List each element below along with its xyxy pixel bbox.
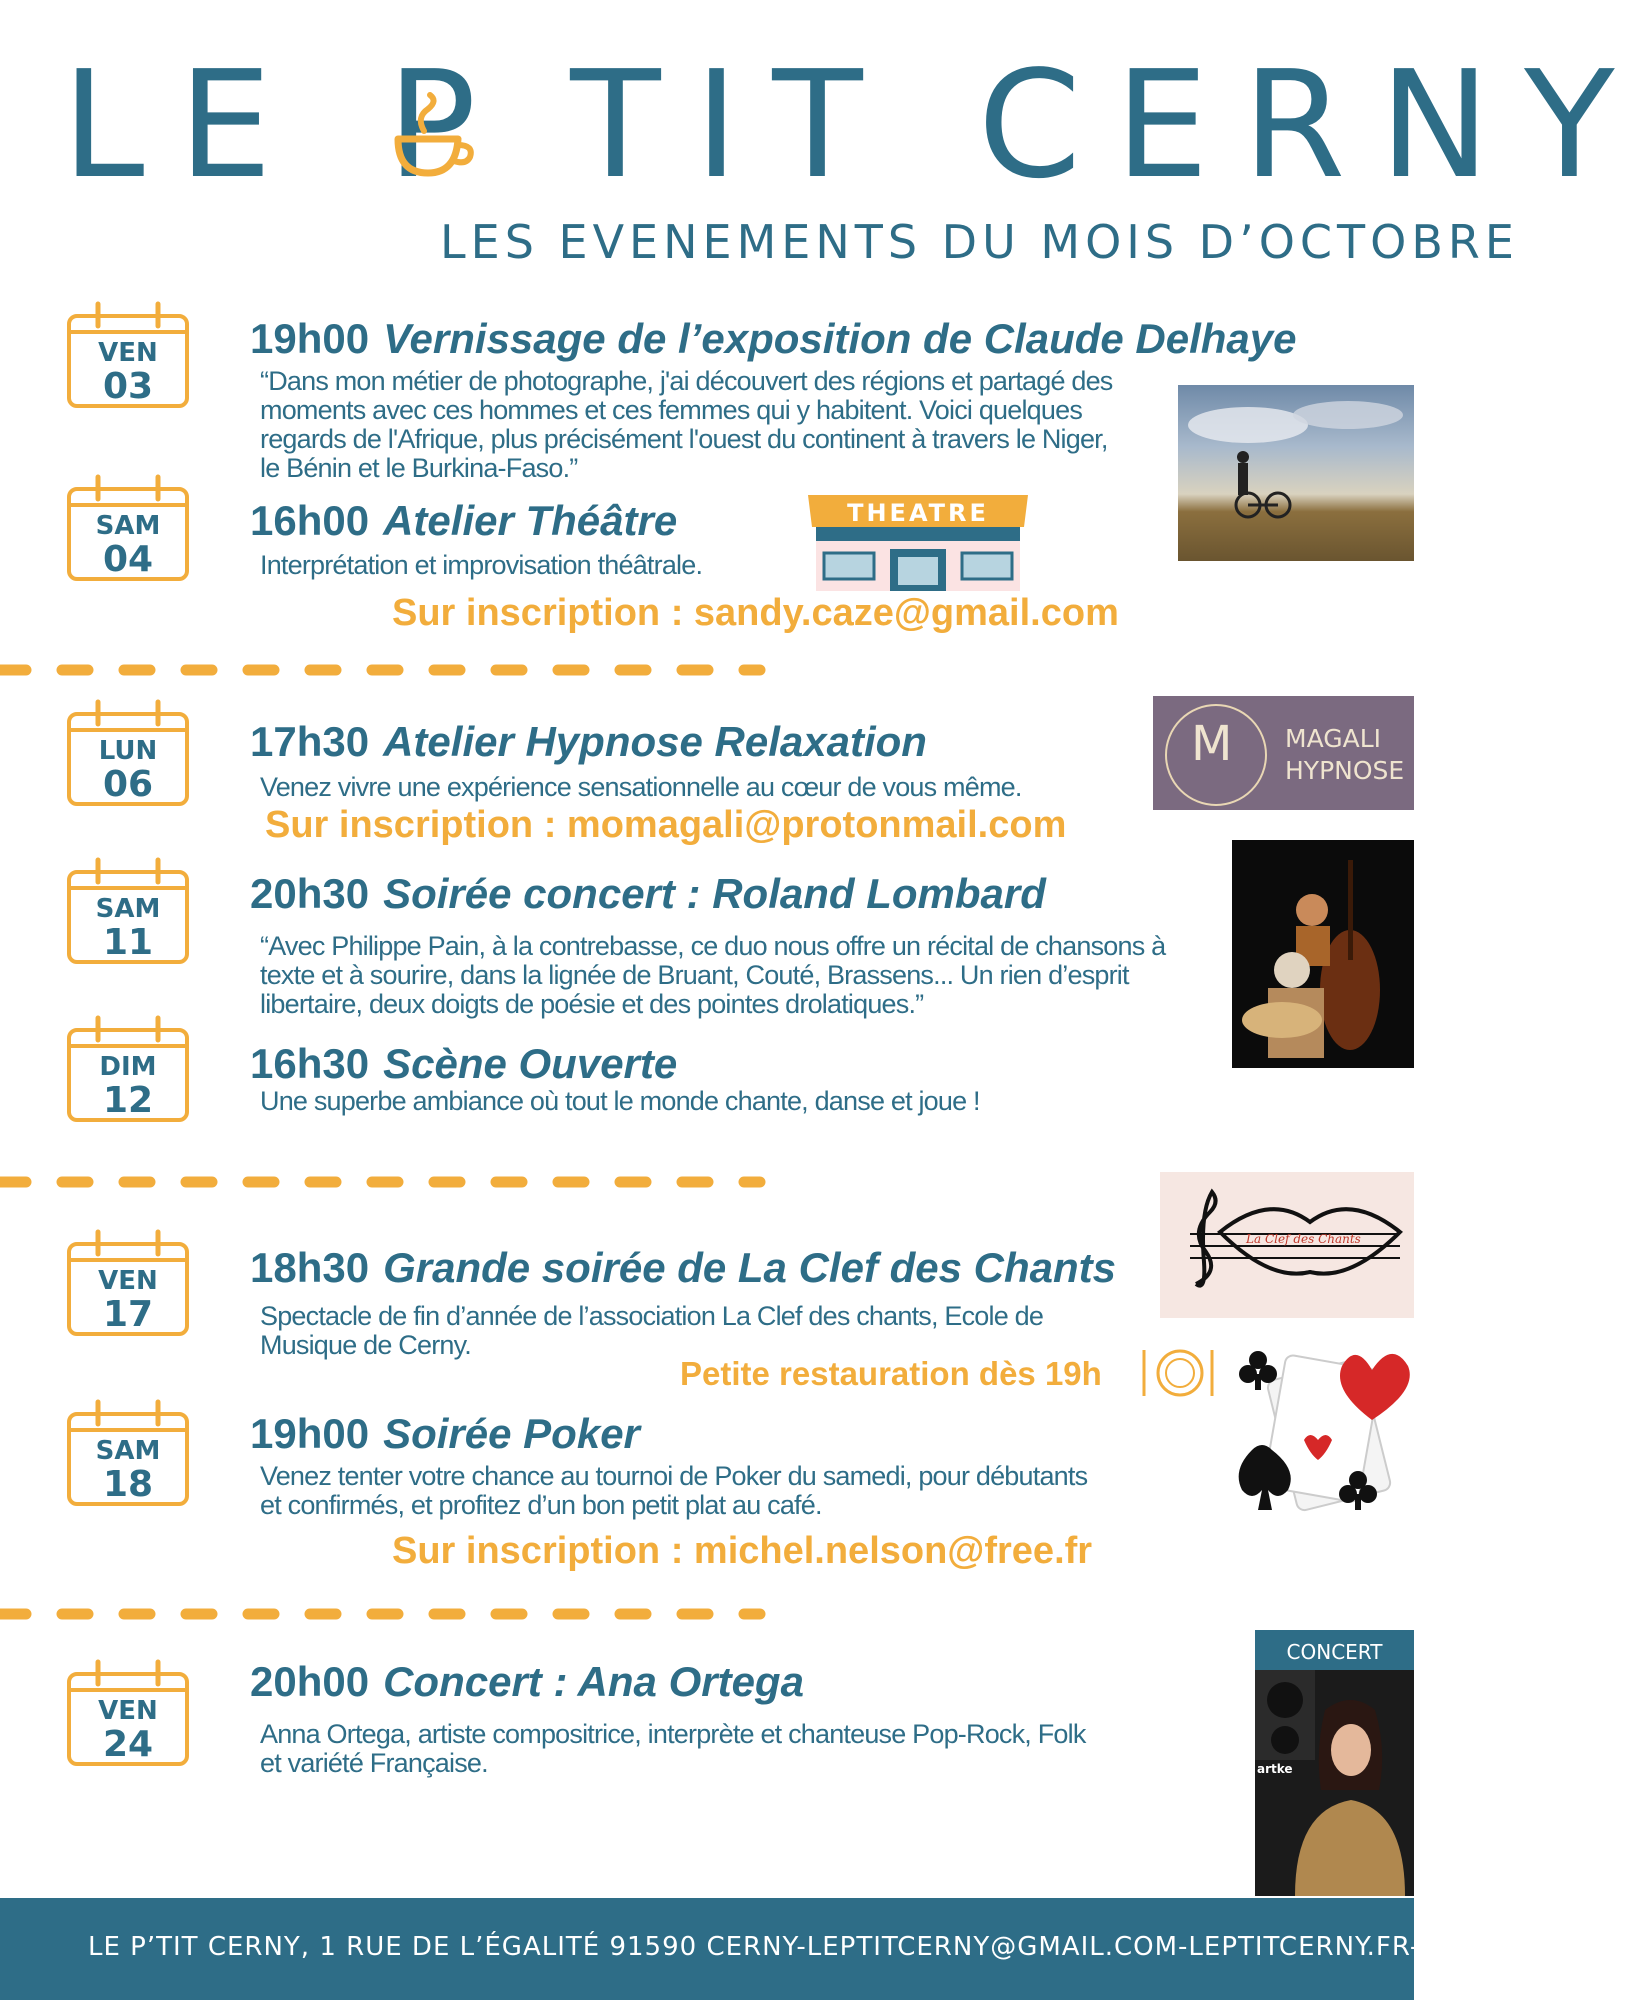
calendar-day: SAM <box>95 894 161 924</box>
event-heading <box>250 315 1297 363</box>
logo-monogram: M <box>1191 716 1233 772</box>
description-line: et variété Française. <box>260 1748 488 1778</box>
event-description <box>260 1302 1043 1360</box>
event-title: Soirée Poker <box>383 1410 640 1457</box>
page-title <box>62 39 1649 211</box>
description-line: Venez vivre une expérience sensationnelle au cœur de vous même. <box>260 772 1022 802</box>
description-line: texte et à sourire, dans la lignée de Bruant, Couté, Brassens... Un rien d’esprit <box>260 960 1129 990</box>
calendar-date: 11 <box>102 922 154 963</box>
calendar-icon <box>66 700 190 808</box>
event-description <box>260 367 1113 483</box>
calendar-date: 17 <box>102 1294 154 1335</box>
event-title: Scène Ouverte <box>383 1040 678 1087</box>
restauration-text: Petite restauration dès 19h <box>680 1355 1102 1392</box>
calendar-day: VEN <box>98 338 158 368</box>
calendar-icon <box>66 1230 190 1338</box>
event-description <box>260 1462 1087 1520</box>
description-line: libertaire, deux doigts de poésie et des pointes drolatiques.” <box>260 989 924 1019</box>
description-line: Une superbe ambiance où tout le monde chante, danse et joue ! <box>260 1086 980 1116</box>
theatre-sign: THEATRE <box>847 499 989 527</box>
description-line: regards de l'Afrique, plus précisément l'ouest du continent à travers le Niger, <box>260 424 1108 454</box>
calendar-date: 24 <box>102 1724 154 1765</box>
description-line: “Avec Philippe Pain, à la contrebasse, ce duo nous offre un récital de chansons à <box>260 931 1166 961</box>
event-description <box>260 1720 1086 1778</box>
concert-badge <box>1255 1630 1414 1670</box>
event-description <box>260 1087 980 1116</box>
cutlery-plate-icon <box>1136 1346 1216 1400</box>
dashed-separator <box>0 1172 780 1192</box>
clef-logo-text: La Clef des Chants <box>1246 1232 1361 1246</box>
event-title: Atelier Hypnose Relaxation <box>383 718 927 765</box>
event-title: Vernissage de l’exposition de Claude Delhaye <box>383 315 1297 362</box>
concert-badge-label: CONCERT <box>1286 1640 1383 1664</box>
calendar-icon <box>66 1660 190 1768</box>
event-heading <box>250 497 677 545</box>
theatre-illustration <box>800 493 1036 593</box>
description-line: “Dans mon métier de photographe, j'ai découvert des régions et partagé des <box>260 366 1113 396</box>
calendar-icon <box>66 302 190 410</box>
coffee-cup-icon <box>384 95 474 185</box>
calendar-date: 12 <box>102 1080 154 1121</box>
calendar-icon <box>66 1016 190 1124</box>
calendar-day: VEN <box>98 1696 158 1726</box>
calendar-icon <box>66 1400 190 1508</box>
description-line: moments avec ces hommes et ces femmes qui y habitent. Voici quelques <box>260 395 1083 425</box>
event-heading <box>250 718 927 766</box>
event-time: 20h00 <box>250 1658 370 1705</box>
magali-hypnose-logo <box>1153 696 1414 810</box>
event-time: 17h30 <box>250 718 370 765</box>
description-line: Musique de Cerny. <box>260 1330 472 1360</box>
description-line: Anna Ortega, artiste compositrice, interprète et chanteuse Pop-Rock, Folk <box>260 1719 1086 1749</box>
playing-cards-illustration <box>1222 1330 1414 1534</box>
photo-tshirt-text: artke <box>1257 1762 1293 1776</box>
event-time: 20h30 <box>250 870 370 917</box>
event-heading <box>250 1244 1116 1292</box>
event-heading <box>250 1658 804 1706</box>
calendar-day: DIM <box>99 1052 157 1082</box>
event-time: 18h30 <box>250 1244 370 1291</box>
description-line: et confirmés, et profitez d’un bon petit plat au café. <box>260 1490 822 1520</box>
clef-des-chants-logo <box>1160 1172 1414 1318</box>
event-description <box>260 551 702 580</box>
page-subtitle: LES EVENEMENTS DU MOIS D’OCTOBRE <box>440 215 1519 269</box>
event-time: 16h00 <box>250 497 370 544</box>
photo-concert-duo <box>1232 840 1414 1068</box>
calendar-date: 04 <box>102 539 154 580</box>
event-title: Concert : Ana Ortega <box>383 1658 804 1705</box>
event-title: Soirée concert : Roland Lombard <box>383 870 1046 917</box>
description-line: le Bénin et le Burkina-Faso.” <box>260 453 578 483</box>
event-time: 19h00 <box>250 315 370 362</box>
photo-cyclist <box>1178 385 1414 561</box>
event-heading <box>250 1040 677 1088</box>
dashed-separator <box>0 660 780 680</box>
calendar-day: SAM <box>95 511 161 541</box>
inscription-theatre: Sur inscription : sandy.caze@gmail.com <box>392 592 1119 634</box>
dashed-separator <box>0 1604 780 1624</box>
event-title: Grande soirée de La Clef des Chants <box>383 1244 1116 1291</box>
logo-text-1: MAGALI <box>1285 724 1382 753</box>
description-line: Interprétation et improvisation théâtrale. <box>260 550 703 580</box>
event-description <box>260 932 1165 1019</box>
calendar-date: 03 <box>102 366 154 407</box>
calendar-date: 06 <box>102 764 154 805</box>
footer-contact: LE P’TIT CERNY, 1 RUE DE L’ÉGALITÉ 91590 CERNY-LEPTITCERNY@GMAIL.COM-LEPTITCERNY.FR-0169899716 <box>88 1932 1596 1962</box>
inscription-hypnose: Sur inscription : momagali@protonmail.com <box>265 804 1067 846</box>
calendar-icon <box>66 858 190 966</box>
description-line: Venez tenter votre chance au tournoi de Poker du samedi, pour débutants <box>260 1461 1088 1491</box>
footer-bar <box>0 1898 1596 2000</box>
calendar-icon <box>66 475 190 583</box>
description-line: Spectacle de fin d’année de l’association La Clef des chants, Ecole de <box>260 1301 1044 1331</box>
logo-text-2: HYPNOSE <box>1285 756 1405 785</box>
event-description <box>260 773 1022 802</box>
inscription-poker: Sur inscription : michel.nelson@free.fr <box>392 1530 1093 1572</box>
photo-ana-ortega <box>1255 1670 1414 1896</box>
calendar-day: LUN <box>98 736 158 766</box>
calendar-date: 18 <box>102 1464 154 1505</box>
title-part-2: TIT CERNY <box>570 39 1649 211</box>
event-time: 19h00 <box>250 1410 370 1457</box>
calendar-day: VEN <box>98 1266 158 1296</box>
event-heading <box>250 870 1046 918</box>
event-heading <box>250 1410 640 1458</box>
calendar-day: SAM <box>95 1436 161 1466</box>
event-title: Atelier Théâtre <box>383 497 678 544</box>
event-time: 16h30 <box>250 1040 370 1087</box>
title-part-1: LE P <box>62 39 511 211</box>
